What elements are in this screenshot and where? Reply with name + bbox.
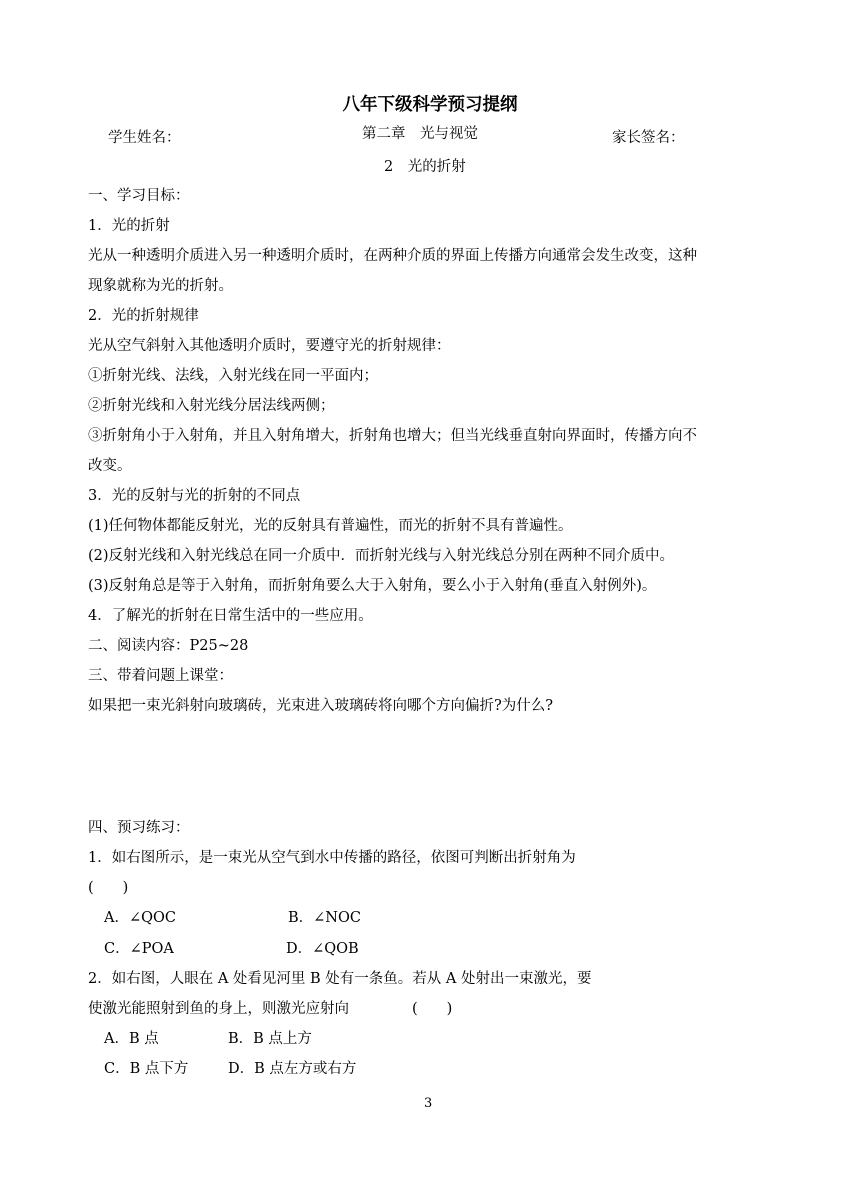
practice-1-bracket: ( ) (88, 880, 129, 896)
practice-2-bracket: ( ) (412, 1001, 453, 1017)
goal-2-rule-3-cont: 改变。 (88, 458, 132, 474)
goal-3-point-2: (2)反射光线和入射光线总在同一介质中．而折射光线与入射光线总分别在两种不同介质中。 (88, 548, 675, 564)
practice-2-option-a: A．B 点 (104, 1031, 159, 1047)
practice-heading: 四、预习练习： (88, 820, 190, 836)
practice-2-option-b: B．B 点上方 (228, 1031, 312, 1047)
practice-2-option-d: D．B 点左方或右方 (228, 1061, 357, 1077)
reading-content: 二、阅读内容：P25~28 (88, 638, 249, 654)
practice-1-option-c: C．∠POA (104, 941, 174, 957)
practice-1-option-b: B．∠NOC (288, 910, 361, 926)
section-title: 2 光的折射 (384, 159, 466, 175)
student-name-label: 学生姓名： (108, 130, 181, 146)
goal-2-rule-1: ①折射光线、法线，入射光线在同一平面内； (88, 368, 378, 384)
practice-1-option-a: A．∠QOC (104, 910, 176, 926)
page-number: 3 (424, 1096, 433, 1111)
parent-signature-label: 家长签名： (612, 130, 685, 146)
goal-3-title: 3．光的反射与光的折射的不同点 (88, 488, 301, 504)
chapter-title: 第二章 光与视觉 (362, 126, 478, 142)
document-title: 八年下级科学预习提纲 (342, 95, 518, 115)
goal-1-text: 光从一种透明介质进入另一种透明介质时，在两种介质的界面上传播方向通常会发生改变，这种 (88, 248, 697, 264)
goal-1-text-cont: 现象就称为光的折射。 (88, 278, 233, 294)
goal-2-title: 2．光的折射规律 (88, 308, 199, 324)
goal-2-rule-2: ②折射光线和入射光线分居法线两侧； (88, 398, 335, 414)
question-text: 如果把一束光斜射向玻璃砖，光束进入玻璃砖将向哪个方向偏折?为什么? (88, 698, 554, 714)
goal-4-title: 4．了解光的折射在日常生活中的一些应用。 (88, 608, 373, 624)
practice-2-option-c: C．B 点下方 (104, 1061, 189, 1077)
goals-heading: 一、学习目标： (88, 188, 190, 204)
practice-2-stem-cont: 使激光能照射到鱼的身上，则激光应射向 (88, 1001, 349, 1017)
questions-heading: 三、带着问题上课堂： (88, 668, 233, 684)
goal-2-intro: 光从空气斜射入其他透明介质时，要遵守光的折射规律： (88, 338, 451, 354)
goal-3-point-3: (3)反射角总是等于入射角，而折射角要么大于入射角，要么小于入射角(垂直入射例外)。 (88, 578, 657, 594)
goal-2-rule-3: ③折射角小于入射角，并且入射角增大，折射角也增大；但当光线垂直射向界面时，传播方向不 (88, 428, 697, 444)
goal-1-title: 1．光的折射 (88, 218, 170, 234)
practice-2-stem: 2．如右图，人眼在 A 处看见河里 B 处有一条鱼。若从 A 处射出一束激光，要 (88, 971, 592, 987)
practice-1-option-d: D．∠QOB (286, 941, 359, 957)
practice-1-stem: 1．如右图所示，是一束光从空气到水中传播的路径，依图可判断出折射角为 (88, 850, 576, 866)
goal-3-point-1: (1)任何物体都能反射光，光的反射具有普遍性，而光的折射不具有普遍性。 (88, 518, 573, 534)
